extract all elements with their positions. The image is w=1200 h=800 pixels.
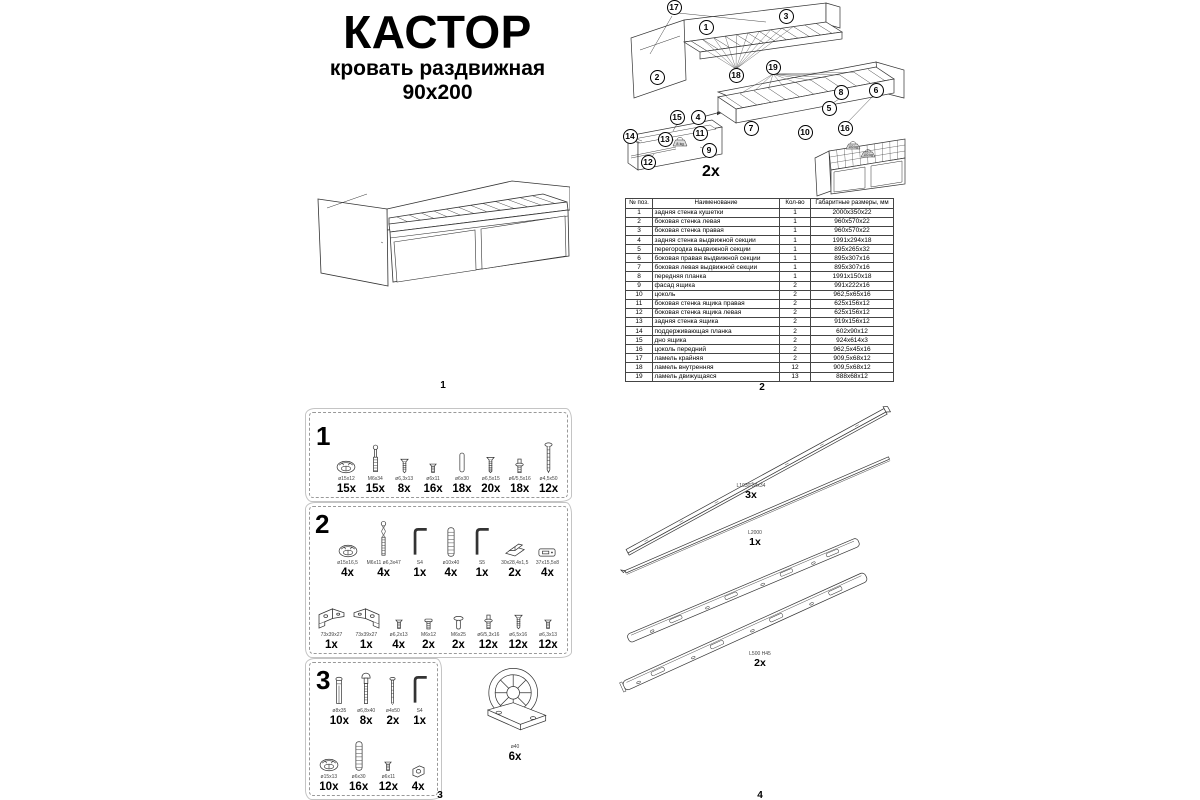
hardware-item — [450, 451, 474, 495]
table-cell: 8 — [626, 272, 653, 281]
long-screw-icon — [544, 442, 553, 474]
callout-11: 11 — [693, 126, 708, 141]
hardware-item-qty: 4x — [392, 639, 406, 651]
table-cell: 888х68х12 — [811, 372, 894, 381]
hardware-item — [417, 618, 441, 651]
table-cell: 1 — [780, 227, 811, 236]
hardware-item-qty: 1x — [359, 639, 373, 651]
hardware-item — [354, 672, 378, 727]
hardware-item — [501, 543, 528, 579]
table-row — [626, 227, 894, 236]
table-cell: 895х307х16 — [811, 254, 894, 263]
table-cell: 2 — [780, 290, 811, 299]
hardware-item — [446, 616, 470, 651]
callout-12: 12 — [641, 155, 656, 170]
parts-table-head-row — [626, 199, 894, 209]
table-row — [626, 317, 894, 326]
hardware-item-qty: 4x — [411, 781, 425, 793]
hardware-item-code: ø4,5x50 — [539, 476, 558, 482]
hardware-item-code: 37x15,5x8 — [535, 560, 559, 566]
table-cell: 18 — [626, 363, 653, 372]
callout-17: 17 — [667, 0, 682, 15]
table-row — [626, 208, 894, 217]
hardware-item-qty: 20x — [481, 483, 501, 495]
callout-8: 8 — [834, 85, 849, 100]
hardware-item — [363, 444, 387, 495]
product-subtitle: кровать раздвижная — [329, 57, 546, 81]
hardware-item — [406, 765, 430, 793]
hardware-item-code: M6x12 — [421, 632, 437, 638]
ribbed-dowel-icon — [355, 740, 363, 772]
caster-block — [450, 663, 580, 763]
hardware-item-qty: 2x — [386, 715, 400, 727]
hardware-item-code: M6x11 ø6,3x47 — [366, 560, 401, 566]
table-cell: ламель внутренняя — [653, 363, 780, 372]
hardware-item-code: ø6x11 — [426, 476, 440, 482]
table-cell: фасад ящика — [653, 281, 780, 290]
hardware-item-code: S4 — [416, 560, 423, 566]
hardware-item-qty: 10x — [319, 781, 339, 793]
table-cell: 2 — [780, 345, 811, 354]
table-cell: 962,5х45х16 — [811, 345, 894, 354]
hardware-item-code: ø10x40 — [442, 560, 460, 566]
hex-key-icon — [473, 526, 491, 558]
table-cell: 1 — [780, 236, 811, 245]
caster-wheel-icon — [477, 663, 553, 737]
table-cell: 2 — [780, 317, 811, 326]
cam-bolt-icon — [371, 444, 380, 474]
callout-6: 6 — [869, 83, 884, 98]
hardware-item — [381, 676, 405, 727]
page-2-exploded-section — [618, 0, 910, 398]
table-cell: 12 — [780, 363, 811, 372]
rail-2-code: L2000 — [748, 530, 762, 536]
table-cell: боковая стенка левая — [653, 217, 780, 226]
table-cell: 1 — [780, 263, 811, 272]
hardware-item-qty: 16x — [423, 483, 443, 495]
table-cell: задняя стенка выдвижной секции — [653, 236, 780, 245]
stud-icon — [515, 458, 524, 474]
table-row — [626, 308, 894, 317]
page-number-4: 4 — [757, 790, 763, 800]
parts-table-header: № поз. — [626, 199, 653, 209]
rail-1-code: L1930 34x34 — [736, 483, 766, 489]
table-cell: 1 — [780, 208, 811, 217]
small-screw-icon — [395, 619, 403, 630]
table-cell: 2 — [780, 299, 811, 308]
hardware-item-qty: 18x — [452, 483, 472, 495]
table-cell: 4 — [626, 236, 653, 245]
table-row — [626, 290, 894, 299]
hardware-item — [336, 544, 360, 579]
hardware-item-qty: 4x — [377, 567, 391, 579]
page-number-1: 1 — [440, 380, 446, 391]
hardware-item — [317, 606, 346, 651]
table-cell: 962,5х65х16 — [811, 290, 894, 299]
hardware-item — [476, 614, 500, 651]
table-cell: 1 — [780, 217, 811, 226]
slide-qty: 2x — [754, 657, 766, 669]
hardware-item-code: M6x25 — [450, 632, 466, 638]
hardware-item-code: ø4x50 — [385, 708, 400, 714]
table-cell: 13 — [780, 372, 811, 381]
hex-key-icon — [411, 526, 429, 558]
hardware-item — [387, 619, 411, 651]
hardware-item-code: ø6,2x13 — [389, 632, 408, 638]
dowel-icon — [459, 451, 465, 474]
table-cell: 9 — [626, 281, 653, 290]
slide-code: L500 H45 — [749, 651, 771, 657]
table-cell: 13 — [626, 317, 653, 326]
hardware-item-qty: 8x — [397, 483, 411, 495]
table-cell: 602х90х12 — [811, 327, 894, 336]
hardware-item-code: ø6,5x16 — [509, 632, 528, 638]
bed-drawing — [305, 158, 570, 308]
hardware-item-code: ø6,5x15 — [481, 476, 500, 482]
table-cell: 1 — [626, 208, 653, 217]
hardware-item-qty: 10x — [329, 715, 349, 727]
table-cell: 2 — [780, 308, 811, 317]
hardware-item-code: 73x39x27 — [355, 632, 378, 638]
hardware-item-code: ø6x30 — [454, 476, 469, 482]
bracket-l-icon — [317, 606, 346, 630]
callout-13: 13 — [658, 132, 673, 147]
hex-key-icon — [411, 674, 429, 706]
hardware-item-code: S4 — [416, 708, 423, 714]
page-number-3: 3 — [437, 790, 443, 800]
hardware-item-qty: 12x — [508, 639, 528, 651]
table-cell: 2 — [780, 327, 811, 336]
table-cell: 924х614х3 — [811, 336, 894, 345]
parts-table-header: Кол-во — [780, 199, 811, 209]
table-cell: боковая левая выдвижной секции — [653, 263, 780, 272]
hardware-item — [537, 442, 561, 495]
callout-10: 10 — [798, 125, 813, 140]
table-cell: 1 — [780, 245, 811, 254]
stud-icon — [484, 614, 493, 630]
callout-19: 19 — [766, 60, 781, 75]
table-row — [626, 354, 894, 363]
table-cell: 625х156х12 — [811, 308, 894, 317]
table-cell: боковая стенка ящика правая — [653, 299, 780, 308]
callout-9: 9 — [702, 143, 717, 158]
table-cell: 2 — [780, 281, 811, 290]
rail-1-qty: 3x — [745, 489, 757, 501]
table-cell: 2000х350х22 — [811, 208, 894, 217]
hardware-item — [317, 758, 341, 793]
hardware-item — [327, 676, 351, 727]
hardware-item-qty: 12x — [538, 483, 559, 495]
table-row — [626, 217, 894, 226]
page-1-title-section — [300, 8, 575, 400]
confirmat-icon — [486, 456, 495, 474]
table-cell: боковая стенка правая — [653, 227, 780, 236]
table-cell: 10 — [626, 290, 653, 299]
cam-bolt-long-icon — [379, 520, 388, 558]
hardware-item-qty: 15x — [365, 483, 385, 495]
table-cell: 1 — [780, 272, 811, 281]
small-screw-icon — [544, 619, 552, 630]
hardware-item-qty: 1x — [325, 639, 338, 651]
carriage-bolt-icon — [361, 672, 371, 706]
table-row — [626, 236, 894, 245]
hardware-item — [421, 463, 445, 495]
hardware-box-3 — [305, 658, 442, 800]
table-cell: 16 — [626, 345, 653, 354]
table-cell: 2 — [780, 354, 811, 363]
hardware-item — [376, 761, 400, 793]
thin-screw-icon — [389, 676, 396, 706]
hardware-item-qty: 1x — [413, 715, 427, 727]
table-cell: 909,5х68х12 — [811, 363, 894, 372]
hardware-item — [347, 740, 371, 793]
hardware-item-code: ø15x13 — [320, 774, 338, 780]
table-cell: ламель крайняя — [653, 354, 780, 363]
callout-3: 3 — [779, 9, 794, 24]
hardware-box-2 — [305, 502, 572, 658]
hardware-item-qty: 12x — [478, 639, 498, 651]
ribbed-dowel-icon — [447, 526, 455, 558]
callout-7: 7 — [744, 121, 759, 136]
callout-1: 1 — [699, 20, 714, 35]
table-cell: передняя планка — [653, 272, 780, 281]
table-cell: 2 — [780, 336, 811, 345]
table-row — [626, 345, 894, 354]
table-cell: 7 — [626, 263, 653, 272]
parts-table-body — [626, 208, 894, 381]
hardware-item — [508, 458, 532, 495]
rails-drawing — [618, 400, 910, 720]
cam-lock-icon — [338, 544, 358, 558]
hardware-item — [470, 526, 494, 579]
table-cell: 960х570х22 — [811, 227, 894, 236]
parts-table — [625, 198, 889, 382]
hardware-item-code: ø6x30 — [351, 774, 366, 780]
hardware-item — [439, 526, 463, 579]
table-cell: 919х156х12 — [811, 317, 894, 326]
hardware-item — [352, 606, 381, 651]
hardware-item-qty: 12x — [378, 781, 398, 793]
hardware-item-qty: 2x — [452, 639, 465, 651]
hardware-item — [506, 614, 530, 651]
callout-2: 2 — [650, 70, 665, 85]
page-3-hardware-section — [300, 405, 575, 800]
table-row — [626, 254, 894, 263]
table-cell: 1 — [780, 254, 811, 263]
drawer-weight-label: 8 kg — [676, 142, 684, 146]
hardware-box-3-number: 3 — [316, 665, 331, 695]
hardware-item — [408, 674, 432, 727]
page-4-rails-section — [618, 400, 910, 800]
hardware-item — [536, 619, 560, 651]
product-size: 90x200 — [402, 81, 473, 105]
table-cell: 2 — [626, 217, 653, 226]
parts-table-header: Габаритные размеры, мм — [811, 199, 894, 209]
hardware-item — [408, 526, 432, 579]
callout-15: 15 — [670, 110, 685, 125]
hardware-item-qty: 1x — [475, 567, 489, 579]
table-cell: 625х156х12 — [811, 299, 894, 308]
table-row — [626, 363, 894, 372]
hardware-item-qty: 12x — [538, 639, 558, 651]
table-cell: 895х307х16 — [811, 263, 894, 272]
bed-weight-label-1: 100 kg — [848, 145, 858, 150]
hardware-box-1-number: 1 — [316, 421, 331, 451]
callout-5: 5 — [822, 101, 837, 116]
page-number-2: 2 — [759, 382, 765, 393]
table-cell: 17 — [626, 354, 653, 363]
hardware-item-qty: 1x — [413, 567, 427, 579]
table-cell: 6 — [626, 254, 653, 263]
table-row — [626, 281, 894, 290]
table-cell: 895х265х32 — [811, 245, 894, 254]
hardware-item-qty: 4x — [444, 567, 458, 579]
table-cell: 5 — [626, 245, 653, 254]
table-cell: 19 — [626, 372, 653, 381]
table-row — [626, 372, 894, 381]
hardware-item-code: S5 — [478, 560, 486, 566]
table-cell: задняя стенка ящика — [653, 317, 780, 326]
hardware-item-code: 73x39x27 — [320, 632, 343, 638]
table-row — [626, 272, 894, 281]
hardware-item-code: ø6,3x13 — [539, 632, 558, 638]
hardware-item — [334, 460, 358, 495]
hardware-item-code: ø6/5,5x16 — [508, 476, 531, 482]
hardware-item-qty: 2x — [508, 567, 522, 579]
small-screw-icon — [384, 761, 392, 772]
hardware-item-qty: 16x — [349, 781, 369, 793]
table-cell: 12 — [626, 308, 653, 317]
cam-lock-icon — [319, 758, 339, 772]
table-row — [626, 263, 894, 272]
table-cell: цоколь передний — [653, 345, 780, 354]
hardware-item — [367, 520, 401, 579]
hardware-item-code: ø6x11 — [381, 774, 396, 780]
hardware-item-code: ø6,3x13 — [395, 476, 414, 482]
hardware-box-1 — [305, 408, 572, 502]
euro-screw-icon — [400, 458, 409, 474]
table-row — [626, 327, 894, 336]
cam-lock-icon — [336, 460, 356, 474]
table-cell: перегородка выдвижной секции — [653, 245, 780, 254]
table-row — [626, 299, 894, 308]
bed-weight-label-2: 100 kg — [863, 153, 873, 158]
table-cell: 991х222х16 — [811, 281, 894, 290]
table-cell: 11 — [626, 299, 653, 308]
table-cell: поддерживающая планка — [653, 327, 780, 336]
small-screw-icon — [429, 463, 437, 474]
expansion-dowel-icon — [335, 676, 343, 706]
caster-code: ø40 — [510, 744, 520, 750]
table-row — [626, 245, 894, 254]
euro-screw-icon — [514, 614, 523, 630]
hardware-item — [479, 456, 503, 495]
hardware-item — [392, 458, 416, 495]
hardware-box-2-number: 2 — [315, 509, 330, 539]
flat-bolt-icon — [453, 616, 464, 630]
rail-2-qty: 1x — [749, 536, 761, 548]
table-cell: 3 — [626, 227, 653, 236]
hardware-item-qty: 18x — [510, 483, 530, 495]
table-row — [626, 336, 894, 345]
table-cell: цоколь — [653, 290, 780, 299]
table-cell: дно ящика — [653, 336, 780, 345]
hardware-item-qty: 4x — [341, 567, 354, 579]
hardware-item-qty: 15x — [336, 483, 357, 495]
callout-14: 14 — [623, 129, 638, 144]
table-cell: 14 — [626, 327, 653, 336]
hardware-item-qty: 2x — [422, 639, 435, 651]
table-cell: 15 — [626, 336, 653, 345]
latch-icon — [538, 547, 556, 558]
hardware-item-code: M6x34 — [367, 476, 383, 482]
table-cell: боковая стенка ящика левая — [653, 308, 780, 317]
hardware-item-qty: 4x — [541, 567, 554, 579]
product-title: КАСТОР — [343, 6, 532, 58]
table-cell: задняя стенка кушетки — [653, 208, 780, 217]
table-cell: 909,5х68х12 — [811, 354, 894, 363]
hardware-item-code: ø15x12 — [338, 476, 355, 482]
hardware-item — [535, 547, 559, 579]
parts-table-header: Наименование — [653, 199, 780, 209]
wedge-nut-icon — [411, 765, 426, 778]
hardware-item-qty: 8x — [359, 715, 373, 727]
callout-16: 16 — [838, 121, 853, 136]
caster-qty: 6x — [508, 751, 522, 763]
table-cell: ламель движущаяся — [653, 372, 780, 381]
hardware-item-code: ø6,8x40 — [357, 708, 376, 714]
table-cell: 1991х150х18 — [811, 272, 894, 281]
drawer-multiplier: 2x — [702, 163, 720, 180]
callout-18: 18 — [729, 68, 744, 83]
bracket-r-icon — [352, 606, 381, 630]
pan-bolt-icon — [424, 618, 433, 630]
hardware-item-code: ø6/5,3x16 — [477, 632, 500, 638]
table-cell: 960х570х22 — [811, 217, 894, 226]
callout-layer — [618, 0, 910, 198]
table-cell: боковая правая выдвижной секции — [653, 254, 780, 263]
hardware-item-code: 30x28,4x1,5 — [501, 560, 529, 566]
callout-4: 4 — [691, 110, 706, 125]
table-cell: 1991х294х18 — [811, 236, 894, 245]
hardware-item-code: ø15x16,5 — [337, 560, 358, 566]
hardware-item-code: ø8x35 — [332, 708, 347, 714]
clip-icon — [504, 543, 526, 558]
